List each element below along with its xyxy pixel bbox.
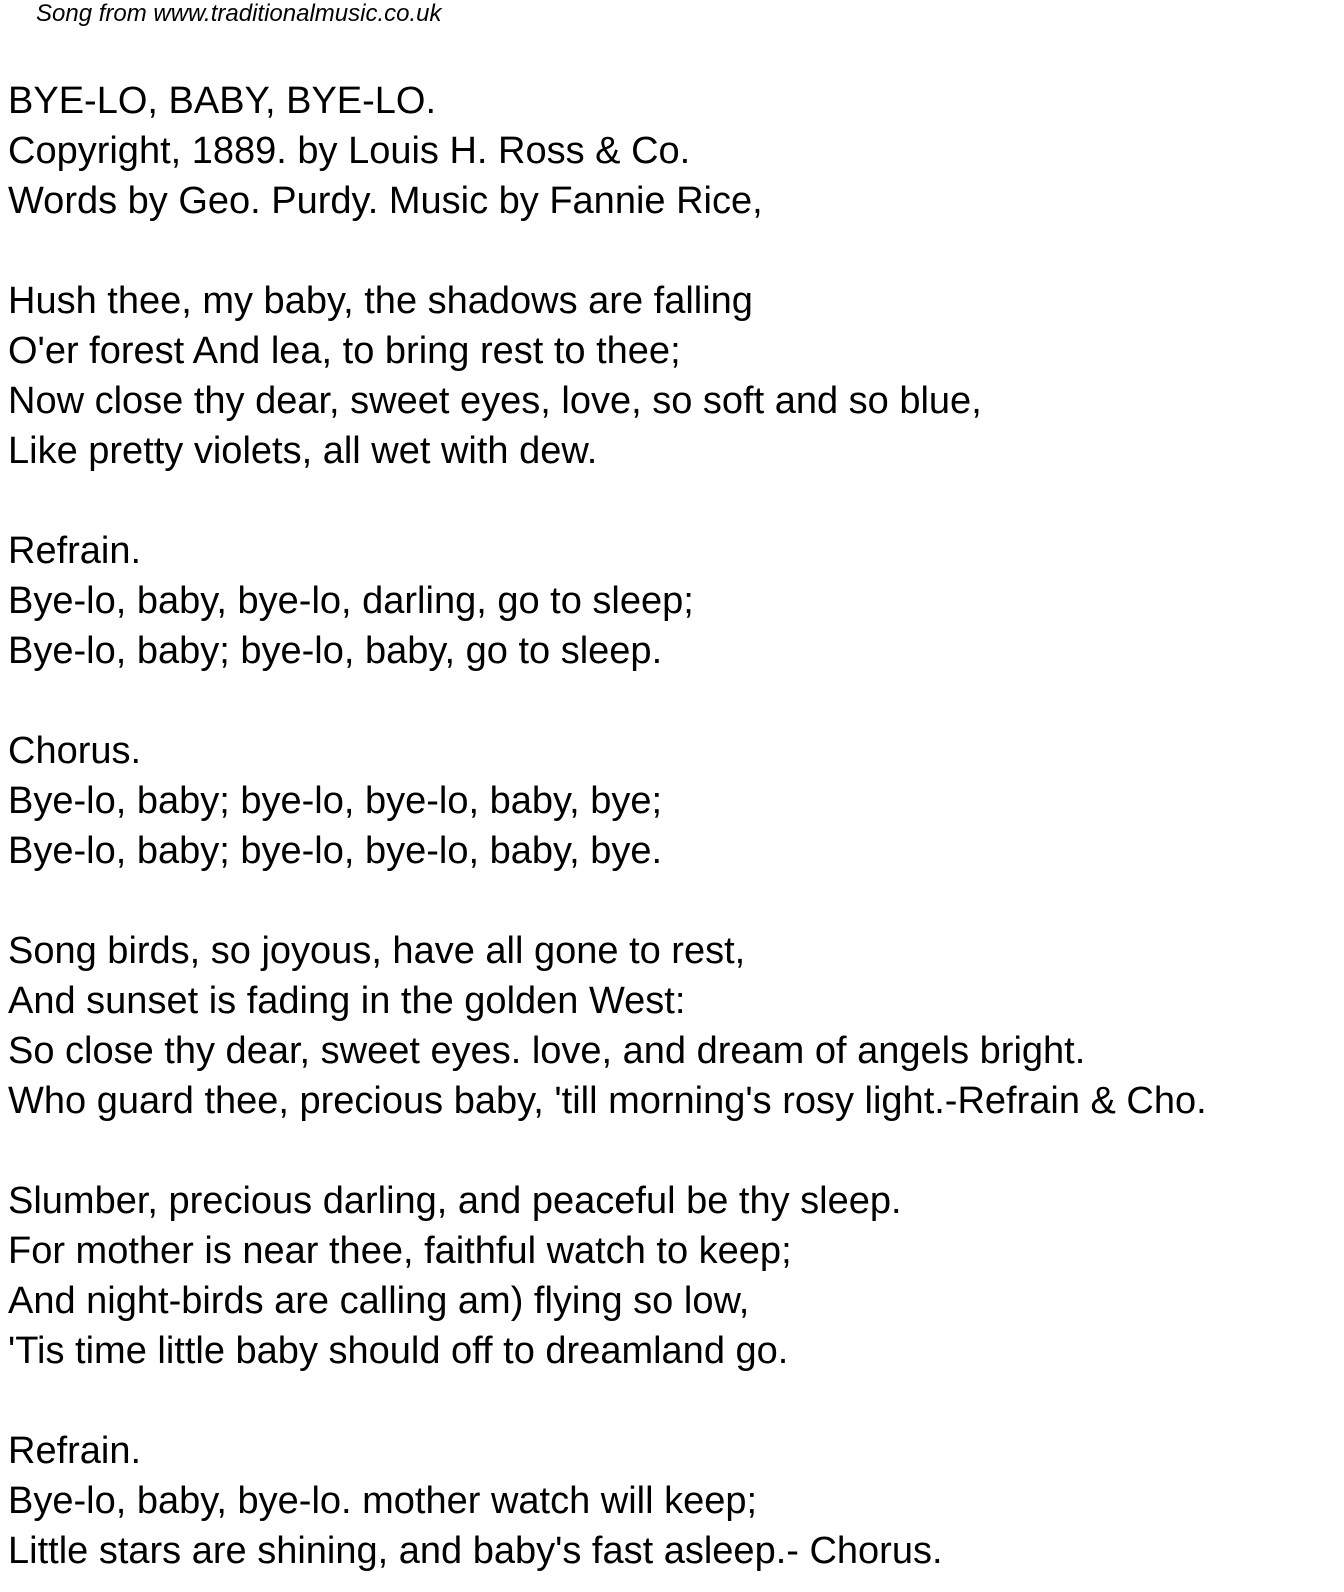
refrain-2 — [8, 1426, 1207, 1576]
verse-1 — [8, 276, 1207, 476]
lyric-line: Bye-lo, baby; bye-lo, bye-lo, baby, bye. — [8, 830, 663, 872]
chorus — [8, 726, 1207, 876]
lyric-line: Song birds, so joyous, have all gone to rest, — [8, 930, 746, 972]
refrain-label: Refrain. — [8, 1430, 142, 1472]
lyric-line: Now close thy dear, sweet eyes, love, so soft and so blue, — [8, 380, 982, 422]
lyric-line: Bye-lo, baby; bye-lo, bye-lo, baby, bye; — [8, 780, 663, 822]
song-title: BYE-LO, BABY, BYE-LO. — [8, 80, 437, 122]
stanza-gap — [8, 226, 1207, 276]
lyric-line: So close thy dear, sweet eyes. love, and dream of angels bright. — [8, 1030, 1086, 1072]
verse-3 — [8, 1176, 1207, 1376]
refrain-label: Refrain. — [8, 530, 142, 572]
lyric-line: Like pretty violets, all wet with dew. — [8, 430, 598, 472]
lyric-line: Bye-lo, baby; bye-lo, baby, go to sleep. — [8, 630, 663, 672]
lyric-line: 'Tis time little baby should off to dreamland go. — [8, 1330, 789, 1372]
verse-2 — [8, 926, 1207, 1126]
chorus-label: Chorus. — [8, 730, 142, 772]
song-text — [8, 76, 1207, 1576]
lyric-line: For mother is near thee, faithful watch to keep; — [8, 1230, 792, 1272]
stanza-gap — [8, 876, 1207, 926]
lyric-line: Bye-lo, baby, bye-lo, darling, go to sleep; — [8, 580, 694, 622]
stanza-gap — [8, 676, 1207, 726]
lyric-line: Hush thee, my baby, the shadows are falling — [8, 280, 753, 322]
copyright-line: Copyright, 1889. by Louis H. Ross & Co. — [8, 130, 691, 172]
lyric-line: And sunset is fading in the golden West: — [8, 980, 686, 1022]
lyric-line: Little stars are shining, and baby's fast asleep.- Chorus. — [8, 1530, 943, 1572]
lyric-line: Slumber, precious darling, and peaceful be thy sleep. — [8, 1180, 902, 1222]
lyric-line: Who guard thee, precious baby, 'till morning's rosy light.-Refrain & Cho. — [8, 1080, 1207, 1122]
stanza-gap — [8, 1376, 1207, 1426]
credits-line: Words by Geo. Purdy. Music by Fannie Rice, — [8, 180, 763, 222]
lyric-line: Bye-lo, baby, bye-lo. mother watch will keep; — [8, 1480, 758, 1522]
source-credit: Song from www.traditionalmusic.co.uk — [36, 0, 442, 27]
refrain-1 — [8, 526, 1207, 676]
lyric-line: O'er forest And lea, to bring rest to thee; — [8, 330, 681, 372]
lyric-line: And night-birds are calling am) flying so low, — [8, 1280, 750, 1322]
stanza-gap — [8, 476, 1207, 526]
stanza-gap — [8, 1126, 1207, 1176]
